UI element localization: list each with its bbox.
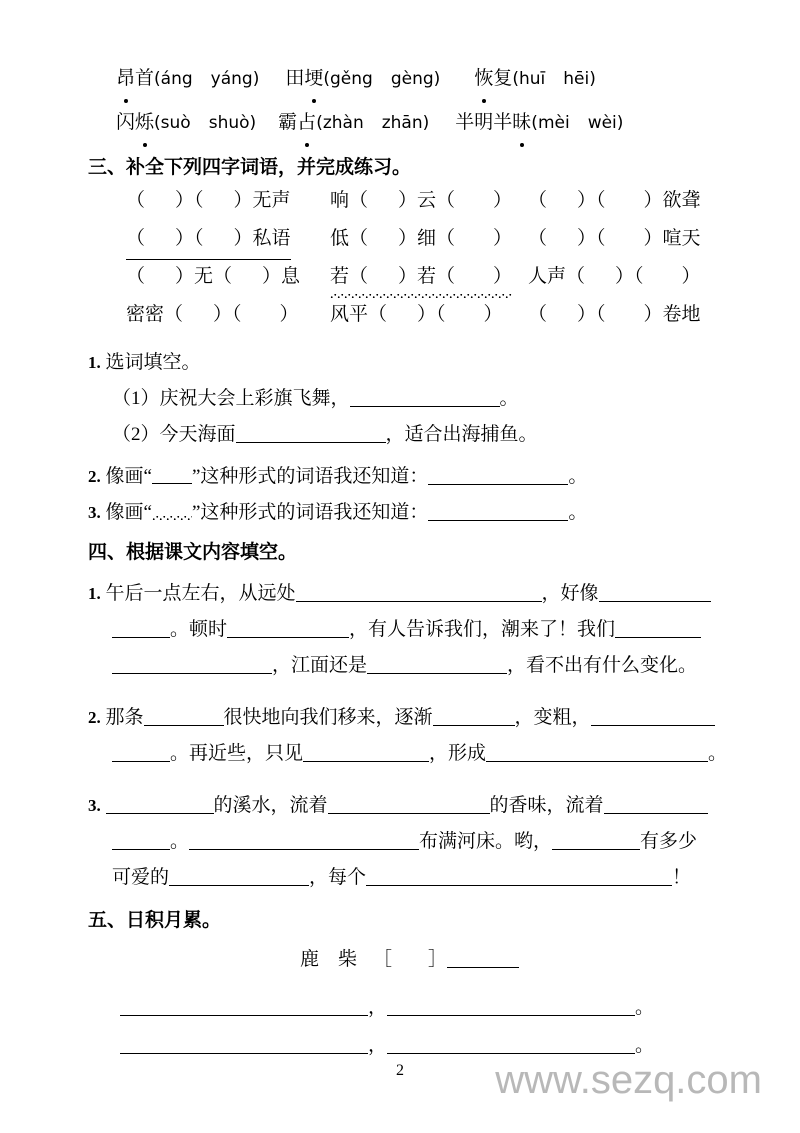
word-part: 低（: [330, 228, 369, 249]
exercise-number: 1.: [88, 353, 101, 372]
exercise-text: ”这种形式的词语我还知道：: [191, 502, 429, 523]
dotted-character: 埂: [304, 62, 323, 96]
pinyin-open-paren: (: [512, 69, 519, 89]
exercise-text: ”这种形式的词语我还知道：: [191, 466, 429, 487]
text: ，形成: [429, 743, 487, 764]
word-part: 若（: [330, 266, 369, 287]
word-part: 风平（: [330, 304, 388, 325]
word-part: 响（: [330, 190, 369, 211]
pinyin-exercise-block: [0, 52, 800, 140]
text: 很快地向我们移来，逐渐: [223, 707, 433, 728]
answer-blank[interactable]: [106, 794, 214, 814]
exercise-number: 2.: [88, 467, 101, 486]
answer-blank[interactable]: [144, 706, 224, 726]
word-part: （: [528, 304, 548, 325]
answer-blank[interactable]: [366, 866, 672, 886]
text: ，看不出有什么变化。: [507, 655, 698, 676]
word-part: ）云（: [398, 190, 456, 211]
pinyin-close-paren: ): [252, 69, 260, 89]
word-grid-row: [0, 296, 800, 334]
word-grid-row: [0, 220, 800, 258]
text: 的溪水，流着: [213, 795, 328, 816]
exercise-3-row: [88, 497, 587, 524]
answer-blank[interactable]: [227, 618, 349, 638]
word-slot[interactable]: [126, 258, 300, 296]
word-part: ）: [681, 266, 701, 287]
section4-q1-line2: [112, 614, 701, 641]
word-slot[interactable]: [330, 220, 512, 258]
poem-comma: ，: [368, 997, 388, 1018]
question-label: （2）: [112, 424, 160, 445]
pinyin-open-paren: (: [154, 69, 161, 89]
answer-blank[interactable]: [296, 582, 542, 602]
section4-q1-line3: [112, 650, 697, 677]
site-watermark: www.sezq.com: [495, 1058, 762, 1102]
exercise-1-question-2: [112, 419, 538, 446]
question-text: 今天海面: [159, 424, 236, 445]
answer-blank[interactable]: [112, 618, 170, 638]
answer-blank[interactable]: [428, 465, 568, 485]
dotted-character: 昧: [512, 106, 531, 140]
word-part: （: [528, 190, 548, 211]
text: ，江面还是: [272, 655, 368, 676]
text: 。再近些，只见: [170, 743, 304, 764]
poem-title: 鹿 柴: [300, 949, 358, 970]
bracket-close: ］: [428, 949, 448, 970]
word-grid-row: [0, 258, 800, 296]
word-part: ）息: [262, 266, 301, 287]
pinyin-item: [116, 106, 256, 140]
question-tail: 。: [499, 388, 519, 409]
answer-blank[interactable]: [112, 654, 272, 674]
answer-blank[interactable]: [591, 706, 715, 726]
poem-line-2: [120, 1030, 654, 1057]
pinyin-close-paren: ): [589, 69, 596, 89]
page-number: 2: [396, 1062, 404, 1079]
pinyin-option-a[interactable]: mèi: [537, 113, 570, 133]
word-part: ）: [493, 190, 513, 211]
answer-blank[interactable]: [604, 794, 708, 814]
exercise-text: 像画“: [105, 466, 152, 487]
text: 。顿时: [170, 619, 228, 640]
section4-q3-line3: [112, 862, 691, 889]
exercise-tail: 。: [568, 502, 588, 523]
word-part: ）欲聋: [643, 190, 701, 211]
word-part: ）（: [577, 304, 606, 325]
section4-q3-line1: [88, 790, 708, 817]
pinyin-option-a[interactable]: huī: [518, 69, 546, 89]
word-part: （: [126, 228, 146, 249]
section-3-heading: 三、补全下列四字词语，并完成练习。: [88, 157, 412, 178]
word-part: ）若（: [398, 266, 456, 287]
answer-blank[interactable]: [112, 742, 170, 762]
poem-comma: ，: [368, 1035, 388, 1056]
pinyin-item: [455, 106, 623, 140]
answer-blank[interactable]: [599, 582, 711, 602]
straight-underline-mark-icon: [152, 467, 192, 484]
text: ，好像: [541, 583, 599, 604]
pinyin-open-paren: (: [154, 113, 161, 133]
dotted-character: 昂: [116, 62, 135, 96]
word-slot[interactable]: [528, 220, 701, 258]
dotted-character: 烁: [135, 106, 154, 140]
word-part: ）私语: [233, 228, 291, 249]
poem-blank[interactable]: [120, 996, 368, 1016]
text: 午后一点左右，从远处: [105, 583, 296, 604]
word-part: ）: [493, 228, 513, 249]
answer-blank[interactable]: [328, 794, 490, 814]
word-slot-underlined[interactable]: [126, 220, 291, 260]
word-part: ）: [493, 266, 513, 287]
pinyin-item: [285, 62, 440, 96]
answer-blank[interactable]: [552, 830, 640, 850]
pinyin-item: [474, 62, 596, 96]
poem-period: 。: [635, 1035, 655, 1056]
word-slot[interactable]: [528, 182, 701, 220]
word-part: ）细（: [398, 228, 456, 249]
answer-blank[interactable]: [350, 387, 500, 407]
exercise-text: 像画“: [105, 502, 152, 523]
word-slot[interactable]: [126, 296, 299, 334]
text: 。: [170, 831, 190, 852]
text: ，每个: [309, 867, 367, 888]
question-tail: ，适合出海捕鱼。: [385, 424, 538, 445]
word-char: 半明半: [455, 112, 513, 133]
word-char: 田: [285, 68, 305, 89]
word-part: 人声（: [528, 266, 586, 287]
dotted-character: 恢: [474, 62, 493, 96]
word-part: ）: [483, 304, 503, 325]
section4-q2-line1: [88, 702, 715, 729]
word-slot[interactable]: [528, 296, 701, 334]
section4-q3-line2: [112, 826, 697, 853]
pinyin-close-paren: ): [433, 69, 441, 89]
text: 那条: [105, 707, 144, 728]
pinyin-row: [0, 96, 800, 140]
word-part: 密密（: [126, 304, 184, 325]
poem-blank[interactable]: [120, 1034, 368, 1054]
word-part: ）无（: [175, 266, 233, 287]
pinyin-close-paren: ): [249, 113, 257, 133]
exercise-tail: 。: [568, 466, 588, 487]
word-part: （: [126, 190, 146, 211]
word-grid-row: [0, 182, 800, 220]
word-part: ）（: [417, 304, 446, 325]
word-part: ）（: [615, 266, 644, 287]
pinyin-item: [278, 106, 429, 140]
answer-blank[interactable]: [303, 742, 429, 762]
pinyin-option-b[interactable]: zhān: [381, 113, 423, 133]
word-part: （: [126, 266, 146, 287]
exercise-number: 3.: [88, 796, 101, 815]
wavy-underline-mark-icon: [152, 504, 192, 520]
word-char: 闪: [116, 112, 136, 133]
poem-author-blank[interactable]: [447, 948, 519, 968]
exercise-number: 3.: [88, 503, 101, 522]
pinyin-option-a[interactable]: suò: [160, 113, 191, 133]
answer-blank[interactable]: [615, 618, 701, 638]
exercise-title: 选词填空。: [105, 352, 201, 373]
word-slot[interactable]: [330, 182, 512, 220]
section4-q1-line1: [88, 578, 711, 605]
word-slot[interactable]: [330, 296, 503, 334]
exercise-1-title-row: [88, 347, 201, 374]
exercise-1-question-1: [112, 383, 519, 410]
word-char: 复: [493, 68, 513, 89]
answer-blank[interactable]: [236, 423, 386, 443]
poem-line-1: [120, 992, 654, 1019]
text: 的香味，流着: [489, 795, 604, 816]
pinyin-close-paren: ): [422, 113, 430, 133]
word-part: ）（: [175, 228, 204, 249]
pinyin-option-b[interactable]: hēi: [563, 69, 590, 89]
word-part: ）: [279, 304, 299, 325]
pinyin-option-b[interactable]: yáng: [210, 69, 253, 89]
dotted-character: 占: [297, 106, 316, 140]
pinyin-item: [116, 62, 259, 96]
word-part: ）（: [577, 190, 606, 211]
pinyin-open-paren: (: [323, 69, 331, 89]
word-slot[interactable]: [126, 182, 291, 220]
word-part: ）喧天: [643, 228, 701, 249]
question-text: 庆祝大会上彩旗飞舞，: [159, 388, 350, 409]
exercise-number: 1.: [88, 584, 101, 603]
poem-blank[interactable]: [387, 1034, 635, 1054]
text: ，有人告诉我们，潮来了！我们: [349, 619, 616, 640]
text: ！: [672, 867, 692, 888]
pinyin-close-paren: ): [616, 113, 624, 133]
section-4-heading: 四、根据课文内容填空。: [88, 542, 298, 563]
word-part: ）（: [577, 228, 606, 249]
exercise-number: 2.: [88, 708, 101, 727]
section4-q2-line2: [112, 738, 727, 765]
pinyin-option-b[interactable]: wèi: [587, 113, 617, 133]
text: 。: [708, 743, 728, 764]
word-part: （: [528, 228, 548, 249]
section-5-heading: 五、日积月累。: [88, 910, 222, 931]
poem-blank[interactable]: [387, 996, 635, 1016]
word-part: ）（: [213, 304, 242, 325]
poem-period: 。: [635, 997, 655, 1018]
text: 布满河床。哟，: [419, 831, 553, 852]
answer-blank[interactable]: [433, 706, 515, 726]
answer-blank[interactable]: [189, 830, 419, 850]
answer-blank[interactable]: [486, 742, 708, 762]
pinyin-option-a[interactable]: zhàn: [322, 113, 364, 133]
word-part: ）卷地: [643, 304, 701, 325]
word-char: 霸: [278, 112, 298, 133]
answer-blank[interactable]: [367, 654, 507, 674]
word-part: ）（: [175, 190, 204, 211]
pinyin-option-a[interactable]: gěng: [330, 69, 373, 89]
word-part: ）无声: [233, 190, 291, 211]
pinyin-option-b[interactable]: shuò: [208, 113, 250, 133]
text: 有多少: [640, 831, 698, 852]
poem-title-row: [300, 944, 519, 971]
answer-blank[interactable]: [169, 866, 309, 886]
pinyin-open-paren: (: [316, 113, 323, 133]
exercise-2-row: [88, 461, 587, 488]
word-slot-wavy[interactable]: [330, 258, 512, 298]
question-label: （1）: [112, 388, 160, 409]
answer-blank[interactable]: [428, 501, 568, 521]
text: 可爱的: [112, 867, 170, 888]
bracket-open: ［: [373, 949, 393, 970]
answer-blank[interactable]: [112, 830, 170, 850]
pinyin-row: [0, 52, 800, 96]
pinyin-option-a[interactable]: áng: [160, 69, 193, 89]
pinyin-option-b[interactable]: gèng: [390, 69, 434, 89]
text: ，变粗，: [514, 707, 591, 728]
four-char-word-grid: [0, 182, 800, 334]
pinyin-open-paren: (: [531, 113, 538, 133]
word-slot[interactable]: [528, 258, 701, 296]
word-char: 首: [135, 68, 155, 89]
